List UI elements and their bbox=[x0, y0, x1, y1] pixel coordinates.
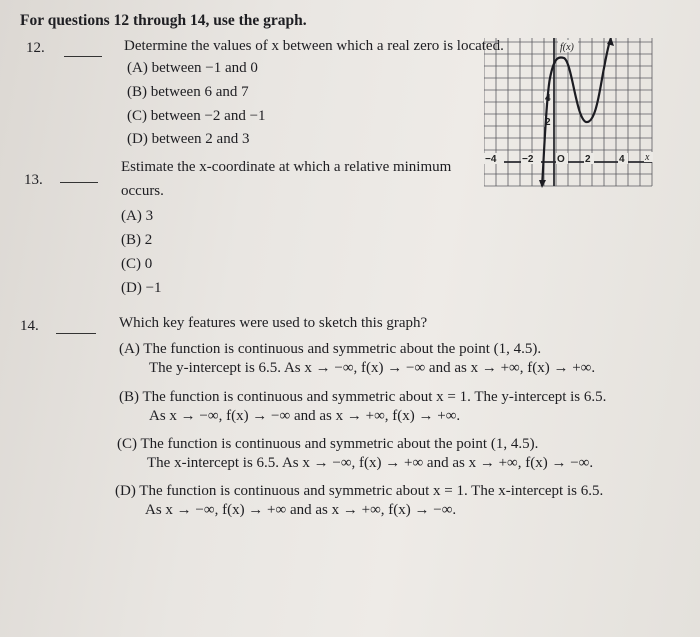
x-axis-label: x bbox=[645, 152, 650, 163]
y-tick-2: 2 bbox=[545, 117, 551, 128]
q14-option-c[interactable]: (C) The function is continuous and symmetric about the point (1, 4.5). bbox=[117, 436, 539, 452]
function-curve bbox=[542, 38, 611, 186]
function-graph bbox=[484, 38, 654, 188]
q14-option-a-detail: The y-intercept is 6.5. As x → −∞, f(x) → −∞ and as x → +∞, f(x) → +∞. bbox=[149, 360, 596, 376]
q13-prompt-line2: occurs. bbox=[121, 183, 164, 199]
q14-answer-blank[interactable] bbox=[56, 333, 96, 334]
q13-answer-blank[interactable] bbox=[60, 182, 98, 183]
q14-number: 14. bbox=[20, 318, 39, 334]
q14-option-a[interactable]: (A) The function is continuous and symmetric about the point (1, 4.5). bbox=[119, 341, 542, 357]
q12-option-b[interactable]: (B) between 6 and 7 bbox=[127, 84, 249, 100]
q13-option-d[interactable]: (D) −1 bbox=[121, 280, 162, 296]
x-tick-4: 4 bbox=[619, 154, 625, 165]
q12-option-d[interactable]: (D) between 2 and 3 bbox=[127, 131, 250, 147]
q14-option-c-detail: The x-intercept is 6.5. As x → −∞, f(x) → +∞ and as x → +∞, f(x) → −∞. bbox=[147, 455, 594, 471]
origin-label: O bbox=[557, 154, 565, 165]
q14-prompt: Which key features were used to sketch this graph? bbox=[119, 315, 428, 331]
y-axis-label: f(x) bbox=[560, 42, 574, 53]
q12-prompt: Determine the values of x between which a real zero is located. bbox=[124, 38, 504, 54]
q14-option-b-detail: As x → −∞, f(x) → −∞ and as x → +∞, f(x) → +∞. bbox=[149, 408, 461, 424]
x-tick-neg4: −4 bbox=[485, 154, 497, 165]
q14-option-b[interactable]: (B) The function is continuous and symmetric about x = 1. The y-intercept is 6.5. bbox=[119, 389, 607, 405]
curve-arrow-down bbox=[539, 180, 546, 188]
q13-option-a[interactable]: (A) 3 bbox=[121, 208, 154, 224]
q12-number: 12. bbox=[26, 40, 45, 56]
x-tick-neg2: −2 bbox=[522, 154, 534, 165]
q12-option-c[interactable]: (C) between −2 and −1 bbox=[127, 108, 266, 124]
y-tick-4: 4 bbox=[545, 93, 551, 104]
q13-number: 13. bbox=[24, 172, 43, 188]
q14-option-d-detail: As x → −∞, f(x) → +∞ and as x → +∞, f(x) → −∞. bbox=[145, 502, 457, 518]
x-tick-2: 2 bbox=[585, 154, 591, 165]
q12-option-a[interactable]: (A) between −1 and 0 bbox=[127, 60, 258, 76]
q13-option-b[interactable]: (B) 2 bbox=[121, 232, 153, 248]
q13-prompt-line1: Estimate the x-coordinate at which a relative minimum bbox=[121, 159, 452, 175]
q12-answer-blank[interactable] bbox=[64, 56, 102, 57]
q14-option-d[interactable]: (D) The function is continuous and symmetric about x = 1. The x-intercept is 6.5. bbox=[115, 483, 604, 499]
q13-option-c[interactable]: (C) 0 bbox=[121, 256, 153, 272]
instructions-heading: For questions 12 through 14, use the graph. bbox=[20, 12, 307, 29]
